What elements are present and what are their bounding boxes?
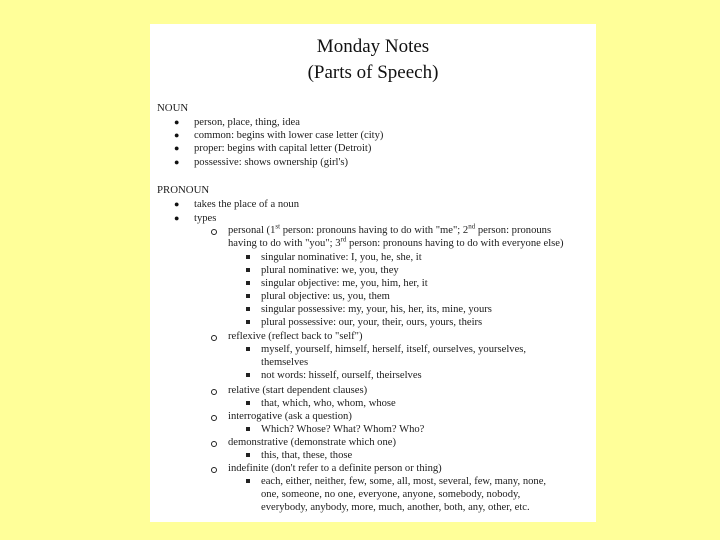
- list-item: takes the place of a noun: [194, 199, 300, 210]
- list-item: this, that, these, those: [261, 450, 353, 461]
- list-item: plural nominative: we, you, they: [261, 265, 399, 276]
- circle-bullet: [211, 335, 217, 341]
- bullet: ●: [174, 143, 180, 153]
- bullet: ●: [174, 117, 180, 127]
- list-item: each, either, neither, few, some, all, most, several, few, many, none,: [261, 476, 547, 487]
- bullet: ●: [174, 157, 180, 167]
- list-item: proper: begins with capital letter (Detroit): [194, 143, 372, 154]
- list-item: myself, yourself, himself, herself, itself, ourselves, yourselves,: [261, 344, 527, 355]
- interrogative-label: interrogative (ask a question): [228, 411, 352, 422]
- circle-bullet: [211, 229, 217, 235]
- circle-bullet: [211, 441, 217, 447]
- page-subtitle: (Parts of Speech): [307, 62, 439, 83]
- square-bullet: [246, 427, 250, 431]
- bullet: ●: [174, 130, 180, 140]
- relative-label: relative (start dependent clauses): [228, 385, 368, 396]
- square-bullet: [246, 479, 250, 483]
- list-item: plural objective: us, you, them: [261, 291, 390, 302]
- indefinite-label: indefinite (don't refer to a definite person or thing): [228, 463, 442, 474]
- list-item: plural possessive: our, your, their, ours, yours, theirs: [261, 317, 483, 328]
- square-bullet: [246, 453, 250, 457]
- list-item: Which? Whose? What? Whom? Who?: [261, 424, 425, 435]
- bullet: ●: [174, 213, 180, 223]
- circle-bullet: [211, 467, 217, 473]
- personal-label: personal (1st person: pronouns having to do with "me"; 2nd person: pronouns: [228, 222, 552, 236]
- list-item: singular nominative: I, you, he, she, it: [261, 252, 422, 263]
- list-item: singular objective: me, you, him, her, it: [261, 278, 428, 289]
- personal-label-cont: having to do with "you"; 3rd person: pronouns having to do with everyone else): [228, 235, 564, 249]
- list-item: singular possessive: my, your, his, her, its, mine, yours: [261, 304, 492, 315]
- square-bullet: [246, 255, 250, 259]
- list-item-cont: one, someone, no one, everyone, anyone, somebody, nobody,: [261, 489, 521, 500]
- demonstrative-label: demonstrative (demonstrate which one): [228, 437, 396, 448]
- square-bullet: [246, 347, 250, 351]
- square-bullet: [246, 294, 250, 298]
- square-bullet: [246, 307, 250, 311]
- list-item-cont: everybody, anybody, more, much, another, both, any, other, etc.: [261, 502, 530, 513]
- page-title: Monday Notes: [316, 36, 430, 57]
- square-bullet: [246, 281, 250, 285]
- square-bullet: [246, 373, 250, 377]
- noun-heading: NOUN: [157, 102, 189, 114]
- list-item: common: begins with lower case letter (city): [194, 130, 384, 141]
- square-bullet: [246, 268, 250, 272]
- circle-bullet: [211, 415, 217, 421]
- bullet: ●: [174, 199, 180, 209]
- circle-bullet: [211, 389, 217, 395]
- list-item: not words: hisself, ourself, theirselves: [261, 370, 422, 381]
- list-item: that, which, who, whom, whose: [261, 398, 396, 409]
- notes-page: [150, 24, 596, 522]
- list-item: person, place, thing, idea: [194, 117, 300, 128]
- square-bullet: [246, 320, 250, 324]
- list-item: possessive: shows ownership (girl's): [194, 157, 349, 168]
- square-bullet: [246, 401, 250, 405]
- list-item: types: [194, 213, 217, 224]
- pronoun-heading: PRONOUN: [157, 184, 210, 196]
- reflexive-label: reflexive (reflect back to "self"): [228, 331, 363, 342]
- list-item-cont: themselves: [261, 357, 309, 368]
